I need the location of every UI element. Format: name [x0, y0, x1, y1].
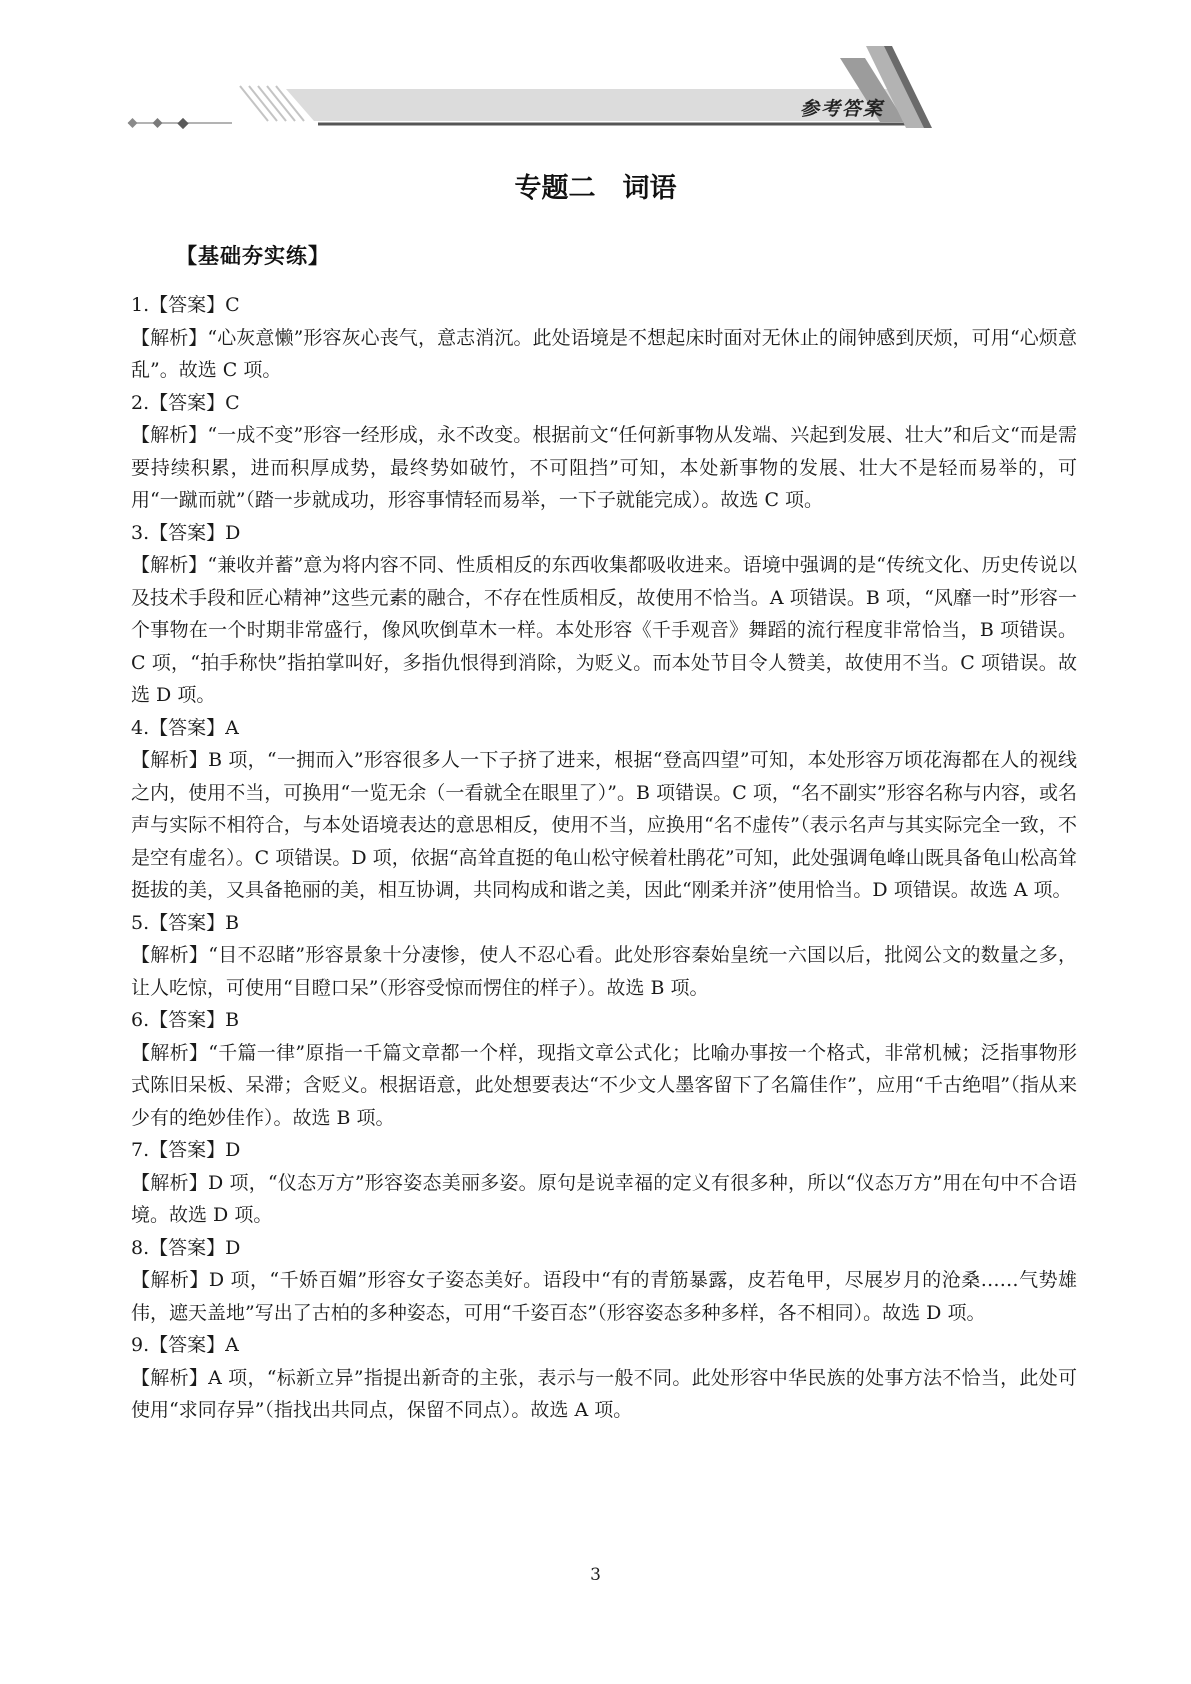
answer-prefix: 【答案】: [149, 294, 226, 316]
analysis-prefix: 【解析】: [131, 749, 209, 771]
analysis-paragraph: [131, 1167, 1077, 1232]
analysis-text: B 项，“一拥而入”形容很多人一下子挤了进来，根据“登高四望”可知，本处形容万顷花海都在人的视线之内，使用不当，可换用“一览无余（一看就全在眼里了）”。B 项错误。C 项，“名不副实”形容名称与内容，或名声与实际不相符合，与本处语境表达的意思相反，使用不当，应换用“名不虚传”（表示名声与其实际完全一致，不是空有虚名）。C 项错误。D 项，依据“高耸直挺的龟山松守候着杜鹃花”可知，此处强调龟峰山既具备龟山松高耸挺拔的美，又具备艳丽的美，相互协调，共同构成和谐之美，因此“刚柔并济”使用恰当。D 项错误。故选 A 项。: [131, 749, 1077, 901]
answer-prefix: 【答案】: [149, 716, 226, 739]
answer-prefix: 【答案】: [149, 1009, 226, 1031]
analysis-paragraph: [131, 1037, 1077, 1135]
analysis-paragraph: [131, 419, 1077, 517]
answer-choice: D: [225, 1139, 241, 1161]
analysis-text: “千篇一律”原指一千篇文章都一个样，现指文章公式化；比喻办事按一个格式，非常机械；泛指事物形式陈旧呆板、呆滞；含贬义。根据语意，此处想要表达“不少文人墨客留下了名篇佳作”，应用“千古绝唱”（指从来少有的绝妙佳作）。故选 B 项。: [131, 1041, 1077, 1129]
answer-item: [131, 1004, 1077, 1134]
answer-item: [131, 1329, 1077, 1427]
answer-item: [131, 289, 1077, 387]
answer-choice: C: [225, 294, 240, 316]
answer-prefix: 【答案】: [149, 521, 226, 544]
analysis-text: “兼收并蓄”意为将内容不同、性质相反的东西收集都吸收进来。语境中强调的是“传统文化、历史传说以及技术手段和匠心精神”这些元素的融合，不存在性质相反，故使用不恰当。A 项错误。B 项，“风靡一时”形容一个事物在一个时期非常盛行，像风吹倒草木一样。本处形容《千手观音》舞蹈的流行程度非常恰当，B 项错误。C 项，“拍手称快”指拍掌叫好，多指仇恨得到消除，为贬义。而本处节目令人赞美，故使用不当。C 项错误。故选 D 项。: [131, 554, 1077, 706]
question-number: 2.: [131, 391, 150, 414]
analysis-prefix: 【解析】: [131, 424, 208, 446]
answer-prefix: 【答案】: [149, 1236, 226, 1259]
answer-choice: D: [225, 521, 241, 544]
question-answer-line: [131, 712, 1077, 745]
answer-prefix: 【答案】: [149, 1139, 226, 1161]
question-answer-line: [131, 1232, 1077, 1265]
analysis-text: “心灰意懒”形容灰心丧气，意志消沉。此处语境是不想起床时面对无休止的闹钟感到厌烦，可用“心烦意乱”。故选 C 项。: [131, 326, 1077, 381]
section-heading: 【基础夯实练】: [176, 244, 330, 268]
analysis-prefix: 【解析】: [131, 1171, 208, 1194]
answer-item: [131, 1232, 1077, 1330]
answer-item: [131, 517, 1077, 712]
diamond-bullets-icon: [128, 118, 232, 129]
question-answer-line: [131, 1134, 1077, 1167]
analysis-prefix: 【解析】: [131, 1366, 209, 1389]
question-answer-line: [131, 517, 1077, 550]
header-decoration: [0, 0, 1191, 150]
analysis-text: D 项，“千娇百媚”形容女子姿态美好。语段中“有的青筋暴露，皮若龟甲，尽展岁月的沧桑……气势雄伟，遮天盖地”写出了古柏的多种姿态，可用“千姿百态”（形容姿态多种多样，各不相同）。故选 D 项。: [131, 1269, 1077, 1324]
analysis-paragraph: [131, 744, 1077, 907]
answer-choice: C: [225, 391, 240, 414]
analysis-paragraph: [131, 549, 1077, 712]
answer-prefix: 【答案】: [149, 911, 226, 934]
header-label: 参考答案: [800, 98, 885, 120]
answer-choice: B: [225, 1009, 240, 1031]
answer-prefix: 【答案】: [149, 1334, 226, 1356]
analysis-text: D 项，“仪态万方”形容姿态美丽多姿。原句是说幸福的定义有很多种，所以“仪态万方”用在句中不合语境。故选 D 项。: [131, 1171, 1077, 1226]
analysis-prefix: 【解析】: [131, 326, 208, 349]
answer-item: [131, 712, 1077, 907]
question-answer-line: [131, 289, 1077, 322]
answer-list: [131, 289, 1077, 1427]
question-number: 5.: [131, 911, 150, 934]
analysis-prefix: 【解析】: [131, 554, 208, 576]
question-number: 8.: [131, 1236, 150, 1259]
question-number: 4.: [131, 716, 150, 739]
answer-choice: B: [225, 911, 240, 934]
answer-prefix: 【答案】: [149, 391, 226, 414]
page-number: 3: [590, 1565, 601, 1585]
analysis-paragraph: [131, 1362, 1077, 1427]
page-title: 专题二 词语: [514, 173, 677, 204]
analysis-text: “目不忍睹”形容景象十分凄惨，使人不忍心看。此处形容秦始皇统一六国以后，批阅公文的数量之多，让人吃惊，可使用“目瞪口呆”（形容受惊而愣住的样子）。故选 B 项。: [131, 944, 1077, 999]
question-number: 1.: [131, 294, 150, 316]
question-number: 7.: [131, 1139, 150, 1161]
analysis-paragraph: [131, 939, 1077, 1004]
question-number: 3.: [131, 521, 150, 544]
analysis-paragraph: [131, 1264, 1077, 1329]
analysis-text: “一成不变”形容一经形成，永不改变。根据前文“任何新事物从发端、兴起到发展、壮大”和后文“而是需要持续积累，进而积厚成势，最终势如破竹，不可阻挡”可知，本处新事物的发展、壮大不是轻而易举的，可用“一蹴而就”（踏一步就成功，形容事情轻而易举，一下子就能完成）。故选 C 项。: [131, 424, 1077, 511]
question-answer-line: [131, 1329, 1077, 1362]
answer-item: [131, 387, 1077, 517]
answer-choice: A: [225, 716, 239, 739]
analysis-prefix: 【解析】: [131, 944, 209, 966]
question-answer-line: [131, 907, 1077, 940]
question-number: 6.: [131, 1009, 150, 1031]
analysis-prefix: 【解析】: [131, 1041, 209, 1064]
question-answer-line: [131, 387, 1077, 420]
answer-choice: A: [225, 1334, 239, 1356]
analysis-paragraph: [131, 322, 1077, 387]
answer-item: [131, 907, 1077, 1005]
question-number: 9.: [131, 1334, 150, 1356]
analysis-prefix: 【解析】: [131, 1269, 209, 1291]
answer-choice: D: [225, 1236, 241, 1259]
analysis-text: A 项，“标新立异”指提出新奇的主张，表示与一般不同。此处形容中华民族的处事方法不恰当，此处可使用“求同存异”（指找出共同点，保留不同点）。故选 A 项。: [131, 1366, 1077, 1421]
answer-item: [131, 1134, 1077, 1232]
question-answer-line: [131, 1004, 1077, 1037]
